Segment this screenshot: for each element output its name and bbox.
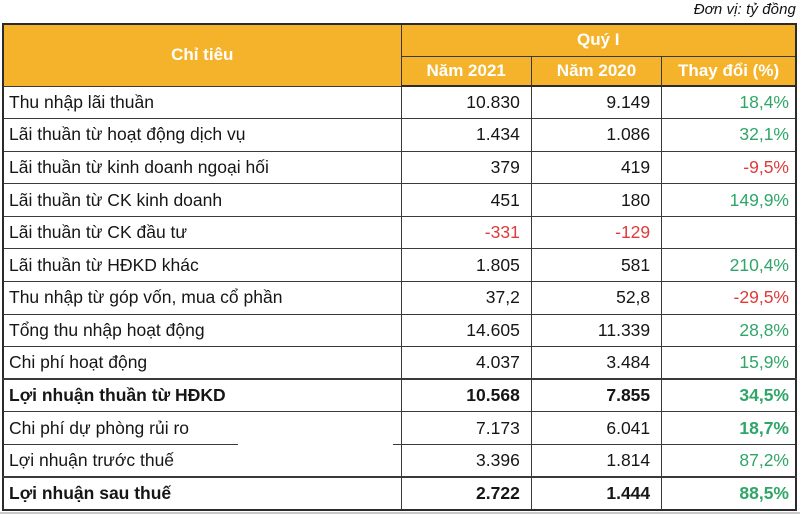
header-year-2020: Năm 2020 — [531, 56, 661, 86]
row-label: Tổng thu nhập hoạt động — [3, 314, 401, 347]
value-year-2020: 419 — [531, 151, 661, 184]
value-change-pct — [662, 216, 796, 249]
value-year-2020: 1.444 — [531, 477, 661, 510]
value-change-pct: 34,5% — [662, 379, 796, 412]
value-year-2021: 451 — [401, 184, 531, 217]
table-row — [3, 412, 796, 445]
row-label: Lãi thuần từ CK kinh doanh — [3, 184, 401, 217]
row-label: Thu nhập lãi thuần — [3, 86, 401, 119]
table-row — [3, 445, 796, 478]
value-year-2021: -331 — [401, 216, 531, 249]
value-year-2021: 7.173 — [401, 412, 531, 445]
value-year-2021: 14.605 — [401, 314, 531, 347]
row-label: Lợi nhuận trước thuế — [3, 445, 401, 478]
value-change-pct: 15,9% — [662, 347, 796, 380]
value-change-pct: 149,9% — [662, 184, 796, 217]
row-label: Chi phí dự phòng rủi ro — [3, 412, 401, 445]
row-label: Thu nhập từ góp vốn, mua cổ phần — [3, 282, 401, 315]
value-change-pct: 32,1% — [662, 119, 796, 152]
value-year-2021: 1.805 — [401, 249, 531, 282]
header-year-2021: Năm 2021 — [401, 56, 531, 86]
value-year-2020: 6.041 — [531, 412, 661, 445]
table-row — [3, 119, 796, 152]
value-year-2021: 37,2 — [401, 282, 531, 315]
value-year-2021: 3.396 — [401, 445, 531, 478]
quarterly-results-table — [2, 23, 797, 511]
value-year-2021: 379 — [401, 151, 531, 184]
row-label: Lợi nhuận sau thuế — [3, 477, 401, 510]
table-header — [3, 24, 796, 86]
value-year-2020: 11.339 — [531, 314, 661, 347]
table-body — [3, 86, 796, 510]
table-row — [3, 282, 796, 315]
header-change-pct: Thay đổi (%) — [662, 56, 796, 86]
table-row — [3, 216, 796, 249]
value-year-2021: 2.722 — [401, 477, 531, 510]
value-year-2021: 4.037 — [401, 347, 531, 380]
value-year-2020: 9.149 — [531, 86, 661, 119]
table-row — [3, 477, 796, 510]
row-label: Lãi thuần từ CK đầu tư — [3, 216, 401, 249]
value-change-pct: 28,8% — [662, 314, 796, 347]
value-year-2020: -129 — [531, 216, 661, 249]
value-change-pct: 88,5% — [662, 477, 796, 510]
value-year-2020: 581 — [531, 249, 661, 282]
unit-note: Đơn vị: tỷ đồng — [693, 1, 796, 18]
value-year-2021: 10.568 — [401, 379, 531, 412]
row-label: Chi phí hoạt động — [3, 347, 401, 380]
value-year-2021: 10.830 — [401, 86, 531, 119]
row-label: Lãi thuần từ hoạt động dịch vụ — [3, 119, 401, 152]
value-change-pct: 210,4% — [662, 249, 796, 282]
row-label: Lợi nhuận thuần từ HĐKD — [3, 379, 401, 412]
bottom-divider — [0, 512, 800, 514]
row-label: Lãi thuần từ HĐKD khác — [3, 249, 401, 282]
value-change-pct: 18,7% — [662, 412, 796, 445]
table-row — [3, 379, 796, 412]
table-row — [3, 151, 796, 184]
value-change-pct: 87,2% — [662, 445, 796, 478]
value-change-pct: 18,4% — [662, 86, 796, 119]
table-row — [3, 86, 796, 119]
table-row — [3, 314, 796, 347]
row-label: Lãi thuần từ kinh doanh ngoại hối — [3, 151, 401, 184]
table-row — [3, 347, 796, 380]
value-year-2020: 1.086 — [531, 119, 661, 152]
value-year-2020: 1.814 — [531, 445, 661, 478]
value-year-2020: 3.484 — [531, 347, 661, 380]
value-year-2020: 7.855 — [531, 379, 661, 412]
value-year-2020: 180 — [531, 184, 661, 217]
value-year-2021: 1.434 — [401, 119, 531, 152]
value-change-pct: -29,5% — [662, 282, 796, 315]
value-change-pct: -9,5% — [662, 151, 796, 184]
table-row — [3, 249, 796, 282]
value-year-2020: 52,8 — [531, 282, 661, 315]
table-row — [3, 184, 796, 217]
header-quarter-group: Quý I — [401, 24, 796, 56]
header-criteria: Chỉ tiêu — [3, 24, 401, 86]
